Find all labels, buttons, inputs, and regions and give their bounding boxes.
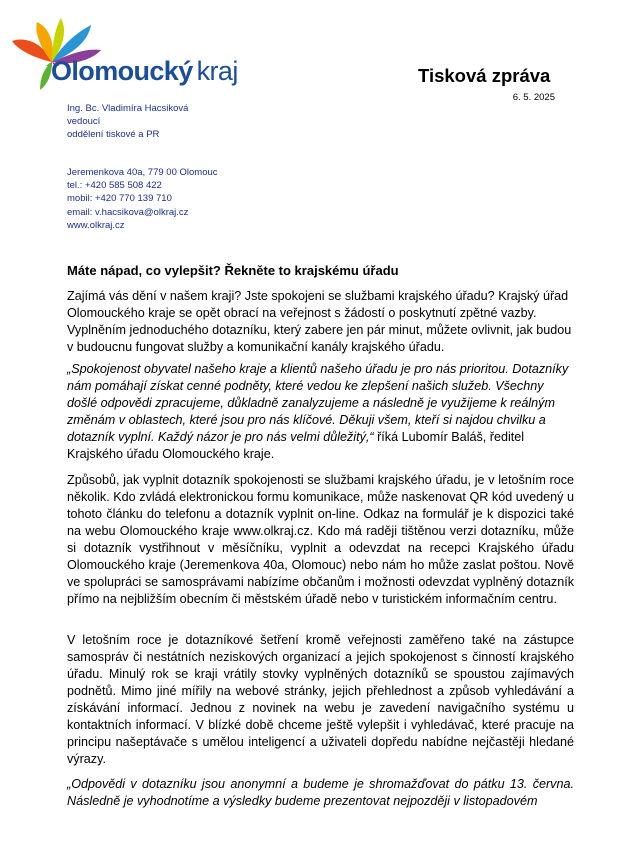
contact-position: vedoucí [67,116,101,128]
quote-attribution: říká Lubomír Baláš, ředitel Krajského úřadu Olomouckého kraje. [67,430,525,461]
contact-tel: tel.: +420 585 508 422 [67,180,162,192]
contact-name: Ing. Bc. Vladimíra Hacsiková [67,103,189,114]
contact-block [67,102,218,232]
logo-wordmark [51,58,238,85]
article-paragraph-4: V letošním roce je dotazníkové šetření kromě veřejnosti zaměřeno také na zástupce samospráv či nestátních neziskových organizací a jejich spokojenost s činností krajského úřadu. Minulý rok se kraji vrátily stovky vyplněných dotazníků se spoustou zajímavých podnětů. Mimo jiné mířily na webové stránky, jejich přehlednost a způsob vyhledávání a získávání informací. Jednou z novinek na webu je zavedení navigačního systému u kontaktních informací. V blízké době chceme ještě vylepšit i vyhledávač, které pracuje na principu našeptávače s umělou inteligencí a uživateli dopředu nabídne nejčastěji hledané výrazy. [67,633,574,766]
article-paragraph-3: Způsobů, jak vyplnit dotazník spokojenosti se službami krajského úřadu, je v letošním roce několik. Kdo zvládá elektronickou formu komunikace, může naskenovat QR kód uvedený u tohoto článku do telefonu a dotazník vyplnit on-line. Odkaz na formulář je k dispozici také na webu Olomouckého kraje www.olkraj.cz. Kdo má raději tištěnou verzi dotazníku, může si dotazník vystřihnout v měsíčníku, vyplnit a odevzdat na recepci Krajského úřadu Olomouckého kraje (Jeremenkova 40a, Olomouc) nebo nám ho může zaslat poštou. Nově ve spolupráci se samosprávami nabízíme občanům i možnosti odevzdat vyplněný dotazník přímo na nejbližším obecním či městském úřadě nebo v turistickém informačním centru. [67,473,574,606]
quote-text: „Spokojenost obyvatel našeho kraje a klientů našeho úřadu je pro nás prioritou. Dotazníky nám pomáhají získat cenné podněty, které vedou ke zlepšení našich služeb. Všechny došlé odpovědi zpracujeme, důkladně zanalyzujeme a následně je využijeme k reálným změnám v oblastech, které jsou pro nás klíčové. Děkuji všem, kteří si najdou chvilku a dotazník vyplní. Každý názor je pro nás velmi důležitý,“ [67,362,569,444]
contact-web[interactable]: www.olkraj.cz [67,219,125,231]
contact-mobil: mobil: +420 770 139 710 [67,193,172,205]
article-paragraph-2 [67,361,574,463]
article-title: Máte nápad, co vylepšit? Řekněte to krajskému úřadu [67,263,399,278]
document-title: Tisková zpráva [418,65,551,86]
article-paragraph-5: „Odpovědi v dotazníku jsou anonymní a budeme je shromažďovat do pátku 13. června. Následně je vyhodnotíme a výsledky budeme prezentovat nejpozději v listopadovém [67,777,574,808]
contact-department: oddělení tiskové a PR [67,129,160,141]
document-date: 6. 5. 2025 [512,92,555,103]
logo-name-bold: Olomoucký [51,56,193,86]
contact-address: Jeremenkova 40a, 779 00 Olomouc [67,167,218,179]
logo-name-regular: kraj [196,56,238,86]
contact-email[interactable]: email: v.hacsikova@olkraj.cz [67,206,189,218]
article-paragraph-1: Zajímá vás dění v našem kraji? Jste spokojeni se službami krajského úřadu? Krajský úřad Olomouckého kraje se opět obrací na veřejnost s žádostí o poskytnutí zpětné vazby. Vyplněním jednoduchého dotazníku, který zabere jen pár minut, můžete ovlivnit, jak budou v budoucnu fungovat služby a komunikační kanály krajského úřadu. [67,289,572,354]
